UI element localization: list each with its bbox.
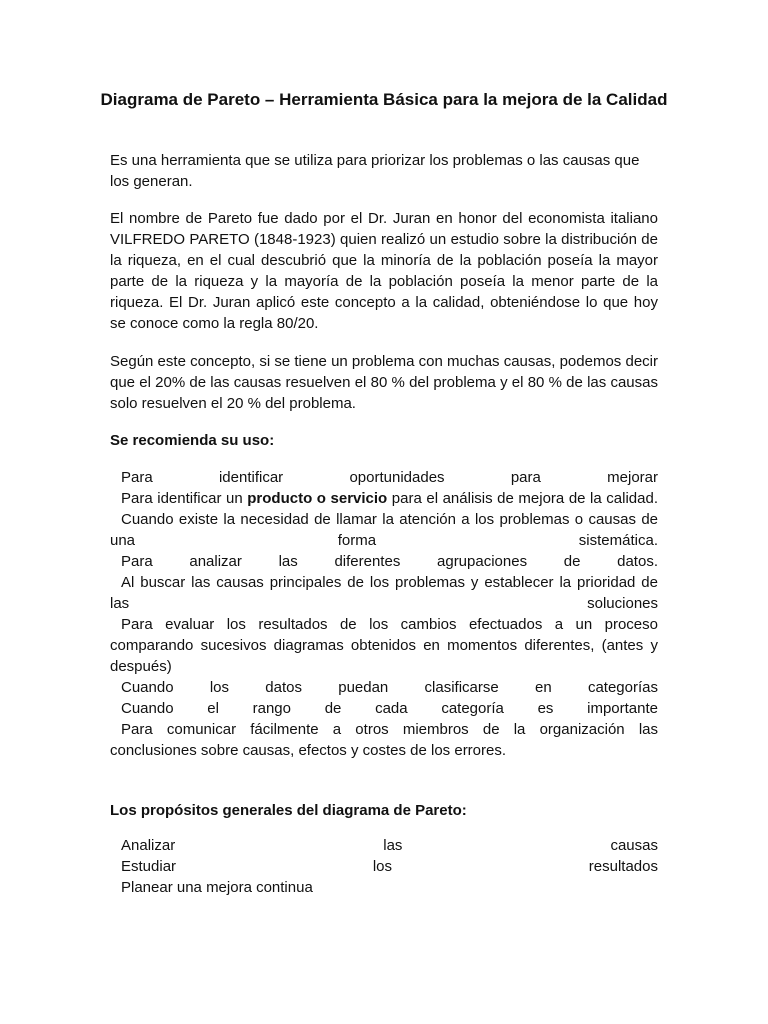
list-item-text: Para identificar un	[121, 490, 248, 507]
list-item: Estudiar los resultados	[121, 858, 658, 875]
list-item: Para analizar las diferentes agrupaciones de datos.	[121, 553, 658, 570]
list-item: Para comunicar fácilmente a otros miembros de la organización las conclusiones sobre causas, efectos y costes de los errores.	[110, 721, 658, 759]
list-item: Para evaluar los resultados de los cambios efectuados a un proceso comparando sucesivos diagramas obtenidos en momentos diferentes, (antes y después)	[110, 616, 658, 675]
history-paragraph: El nombre de Pareto fue dado por el Dr. Juran en honor del economista italiano VILFREDO PARETO (1848-1923) quien realizó un estudio sobre la distribución de la riqueza, en el cual descubrió que la minoría de la población poseía la mayor parte de la riqueza y la mayoría de la población poseía la menor parte de la riqueza. El Dr. Juran aplicó este concepto a la calidad, obteniéndose lo que hoy se conoce como la regla 80/20.	[110, 210, 658, 332]
list-item: Planear una mejora continua	[121, 879, 313, 896]
uses-heading: Se recomienda su uso:	[110, 432, 275, 449]
purposes-heading: Los propósitos generales del diagrama de Pareto:	[110, 802, 467, 819]
list-item: Cuando existe la necesidad de llamar la atención a los problemas o causas de una forma sistemática.	[110, 511, 658, 549]
list-item: Cuando el rango de cada categoría es importante	[121, 700, 658, 717]
list-item: Cuando los datos puedan clasificarse en categorías	[121, 679, 658, 696]
product-service-emphasis: producto o servicio	[247, 490, 388, 507]
uses-list	[110, 467, 658, 761]
document-title: Diagrama de Pareto – Herramienta Básica para la mejora de la Calidad	[100, 90, 668, 109]
list-item-text: para el análisis de mejora de la calidad.	[387, 490, 658, 507]
list-item: Para identificar oportunidades para mejorar	[121, 469, 658, 486]
purposes-list	[110, 835, 658, 898]
intro-paragraph: Es una herramienta que se utiliza para priorizar los problemas o las causas que los generan.	[110, 152, 640, 190]
concept-paragraph: Según este concepto, si se tiene un problema con muchas causas, podemos decir que el 20% de las causas resuelven el 80 % del problema y el 80 % de las causas solo resuelven el 20 % del problema.	[110, 353, 658, 412]
list-item	[110, 488, 658, 509]
list-item: Analizar las causas	[121, 837, 658, 854]
list-item: Al buscar las causas principales de los problemas y establecer la prioridad de las soluciones	[110, 574, 658, 612]
